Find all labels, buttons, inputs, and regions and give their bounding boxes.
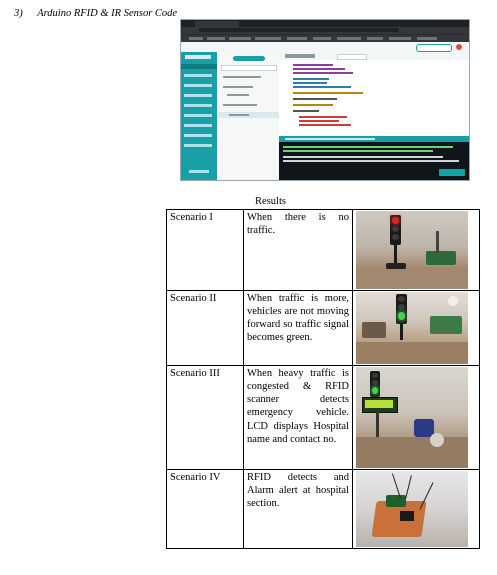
arduino-ide-screenshot [180, 19, 470, 181]
photo-lcd-rfid [356, 367, 468, 468]
scenario-cell: Scenario IV [167, 470, 244, 549]
results-table [166, 209, 480, 549]
table-row [167, 470, 480, 549]
sketch-search-field [221, 65, 277, 71]
ide-top-bar [181, 42, 469, 52]
description-cell: When heavy traffic is congested & RFID scanner detects emergency vehicle. LCD displays Hospital name and contact no. [244, 366, 353, 470]
browser-tab-strip [181, 20, 469, 27]
description-cell: When traffic is more, vehicles are not moving forward so traffic signal becomes green. [244, 291, 353, 366]
ide-nav-sidebar [181, 52, 217, 180]
table-row [167, 291, 480, 366]
browser-url-field [199, 28, 399, 32]
code-editor [279, 52, 469, 136]
photo-alarm-hospital [356, 471, 468, 547]
sketchbook-panel [217, 52, 280, 180]
scenario-cell: Scenario I [167, 210, 244, 291]
editor-tab-bar [279, 52, 469, 60]
table-row [167, 210, 480, 291]
ide-logo [185, 55, 211, 59]
upgrade-button [416, 44, 452, 52]
output-console [279, 142, 469, 180]
results-title: Results [255, 196, 286, 207]
scenario-cell: Scenario II [167, 291, 244, 366]
browser-address-bar [181, 27, 469, 34]
description-cell: RFID detects and Alarm alert at hospital section. [244, 470, 353, 549]
photo-no-traffic [356, 211, 468, 289]
section-number: 3) [14, 8, 23, 19]
profile-icon [456, 44, 462, 50]
description-cell: When there is no traffic. [244, 210, 353, 291]
photo-green-signal [356, 292, 468, 364]
section-heading [14, 8, 177, 19]
new-sketch-button [233, 56, 265, 61]
section-title: Arduino RFID & IR Sensor Code [37, 8, 178, 19]
table-row [167, 366, 480, 470]
scenario-cell: Scenario III [167, 366, 244, 470]
board-selector [337, 54, 367, 60]
upload-success-toast [439, 169, 465, 176]
browser-bookmarks-bar [181, 34, 469, 42]
